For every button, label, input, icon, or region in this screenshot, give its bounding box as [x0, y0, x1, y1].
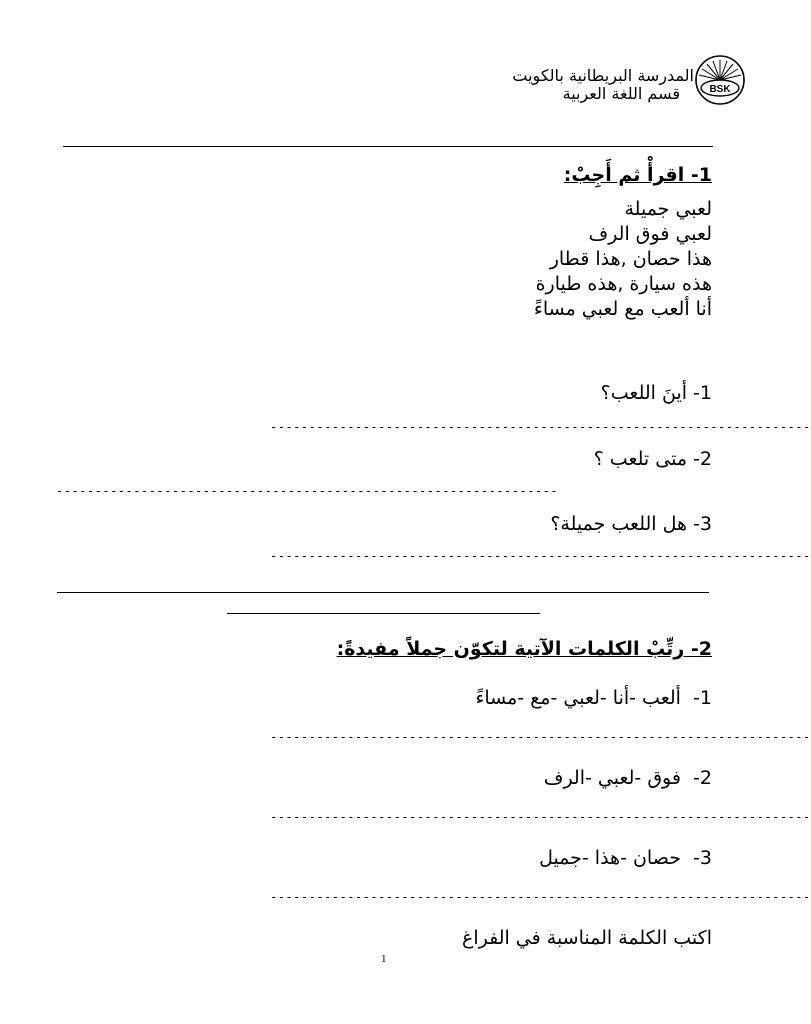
arrange-item [475, 686, 712, 710]
arrange-item [539, 846, 712, 870]
header-divider [63, 146, 713, 147]
item-number: 2- [693, 767, 712, 789]
school-name: المدرسة البريطانية بالكويت [512, 66, 694, 85]
arrange-item [544, 766, 712, 790]
passage-line: أنا ألعب مع لعبي مساءً [533, 298, 712, 320]
question: 1- أينَ اللعب؟ [600, 382, 712, 404]
item-number: 1- [693, 687, 712, 709]
section2-heading: 2- رتِّبْ الكلمات الآتية لتكوّن جملاً مفيدةً: [336, 638, 712, 660]
logo-text: BSK [709, 84, 731, 95]
answer-line[interactable]: ----------------------------------------------------------------- [56, 484, 559, 498]
item-words: فوق -لعبي -الرف [543, 767, 681, 789]
passage-line: هذا حصان ,هذا قطار [549, 248, 712, 270]
answer-line[interactable]: ---------------------------------------------------------------------- [270, 890, 811, 904]
passage-line: هذه سيارة ,هذه طيارة [535, 273, 712, 295]
page-number: 1 [381, 953, 387, 965]
answer-line[interactable]: ---------------------------------------------------------------------- [270, 420, 811, 434]
fill-blank-instruction: اكتب الكلمة المناسبة في الفراغ [461, 927, 712, 949]
section1-heading: 1- اقرأْ ثم أَجِبْ: [563, 164, 712, 186]
question: 3- هل اللعب جميلة؟ [550, 513, 712, 535]
department-name: قسم اللغة العربية [562, 84, 680, 103]
answer-line[interactable]: ---------------------------------------------------------------------- [270, 549, 811, 563]
section-divider-short [227, 613, 540, 614]
question: 2- متى تلعب ؟ [593, 448, 712, 470]
sun-emblem-icon [694, 54, 746, 106]
section-divider [57, 592, 709, 593]
answer-line[interactable]: ---------------------------------------------------------------------- [270, 730, 811, 744]
item-number: 3- [693, 847, 712, 869]
item-words: ألعب -أنا -لعبي -مع -مساءً [475, 687, 681, 709]
item-words: حصان -هذا -جميل [539, 847, 681, 869]
school-logo [694, 54, 746, 106]
answer-line[interactable]: ---------------------------------------------------------------------- [270, 810, 811, 824]
passage-line: لعبي جميلة [624, 198, 712, 220]
passage-line: لعبي فوق الرف [588, 223, 712, 245]
